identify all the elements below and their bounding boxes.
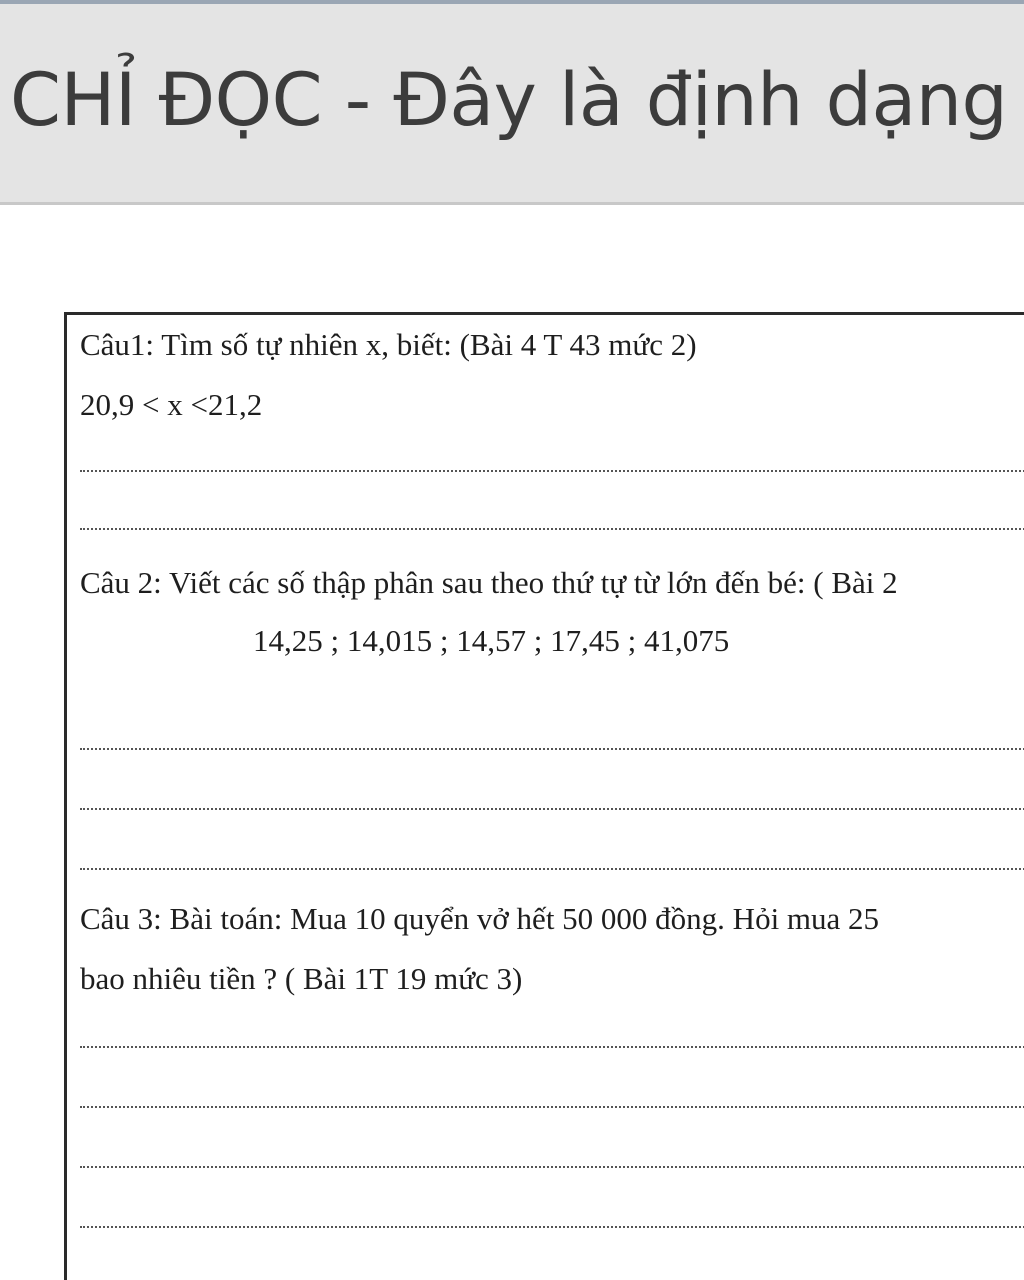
worksheet-page: [64, 312, 1024, 1280]
answer-line: [80, 748, 1024, 750]
answer-line: [80, 470, 1024, 472]
question-1-heading: Câu1: Tìm số tự nhiên x, biết: (Bài 4 T 43 mức 2): [80, 327, 697, 362]
answer-line: [80, 1226, 1024, 1228]
answer-line: [80, 868, 1024, 870]
question-2-heading: Câu 2: Viết các số thập phân sau theo thứ tự từ lớn đến bé: ( Bài 2: [80, 565, 898, 600]
question-2-numbers: 14,25 ; 14,015 ; 14,57 ; 17,45 ; 41,075: [253, 623, 730, 658]
answer-line: [80, 1106, 1024, 1108]
answer-line: [80, 1046, 1024, 1048]
answer-line: [80, 1166, 1024, 1168]
question-1-expression: 20,9 < x <21,2: [80, 387, 263, 422]
question-3-heading: Câu 3: Bài toán: Mua 10 quyển vở hết 50 000 đồng. Hỏi mua 25: [80, 901, 880, 936]
answer-line: [80, 528, 1024, 530]
question-3-continuation: bao nhiêu tiền ? ( Bài 1T 19 mức 3): [80, 961, 523, 996]
answer-line: [80, 808, 1024, 810]
read-only-banner-text: CHỈ ĐỌC - Đây là định dạng: [10, 58, 1008, 143]
read-only-banner: [0, 4, 1024, 205]
